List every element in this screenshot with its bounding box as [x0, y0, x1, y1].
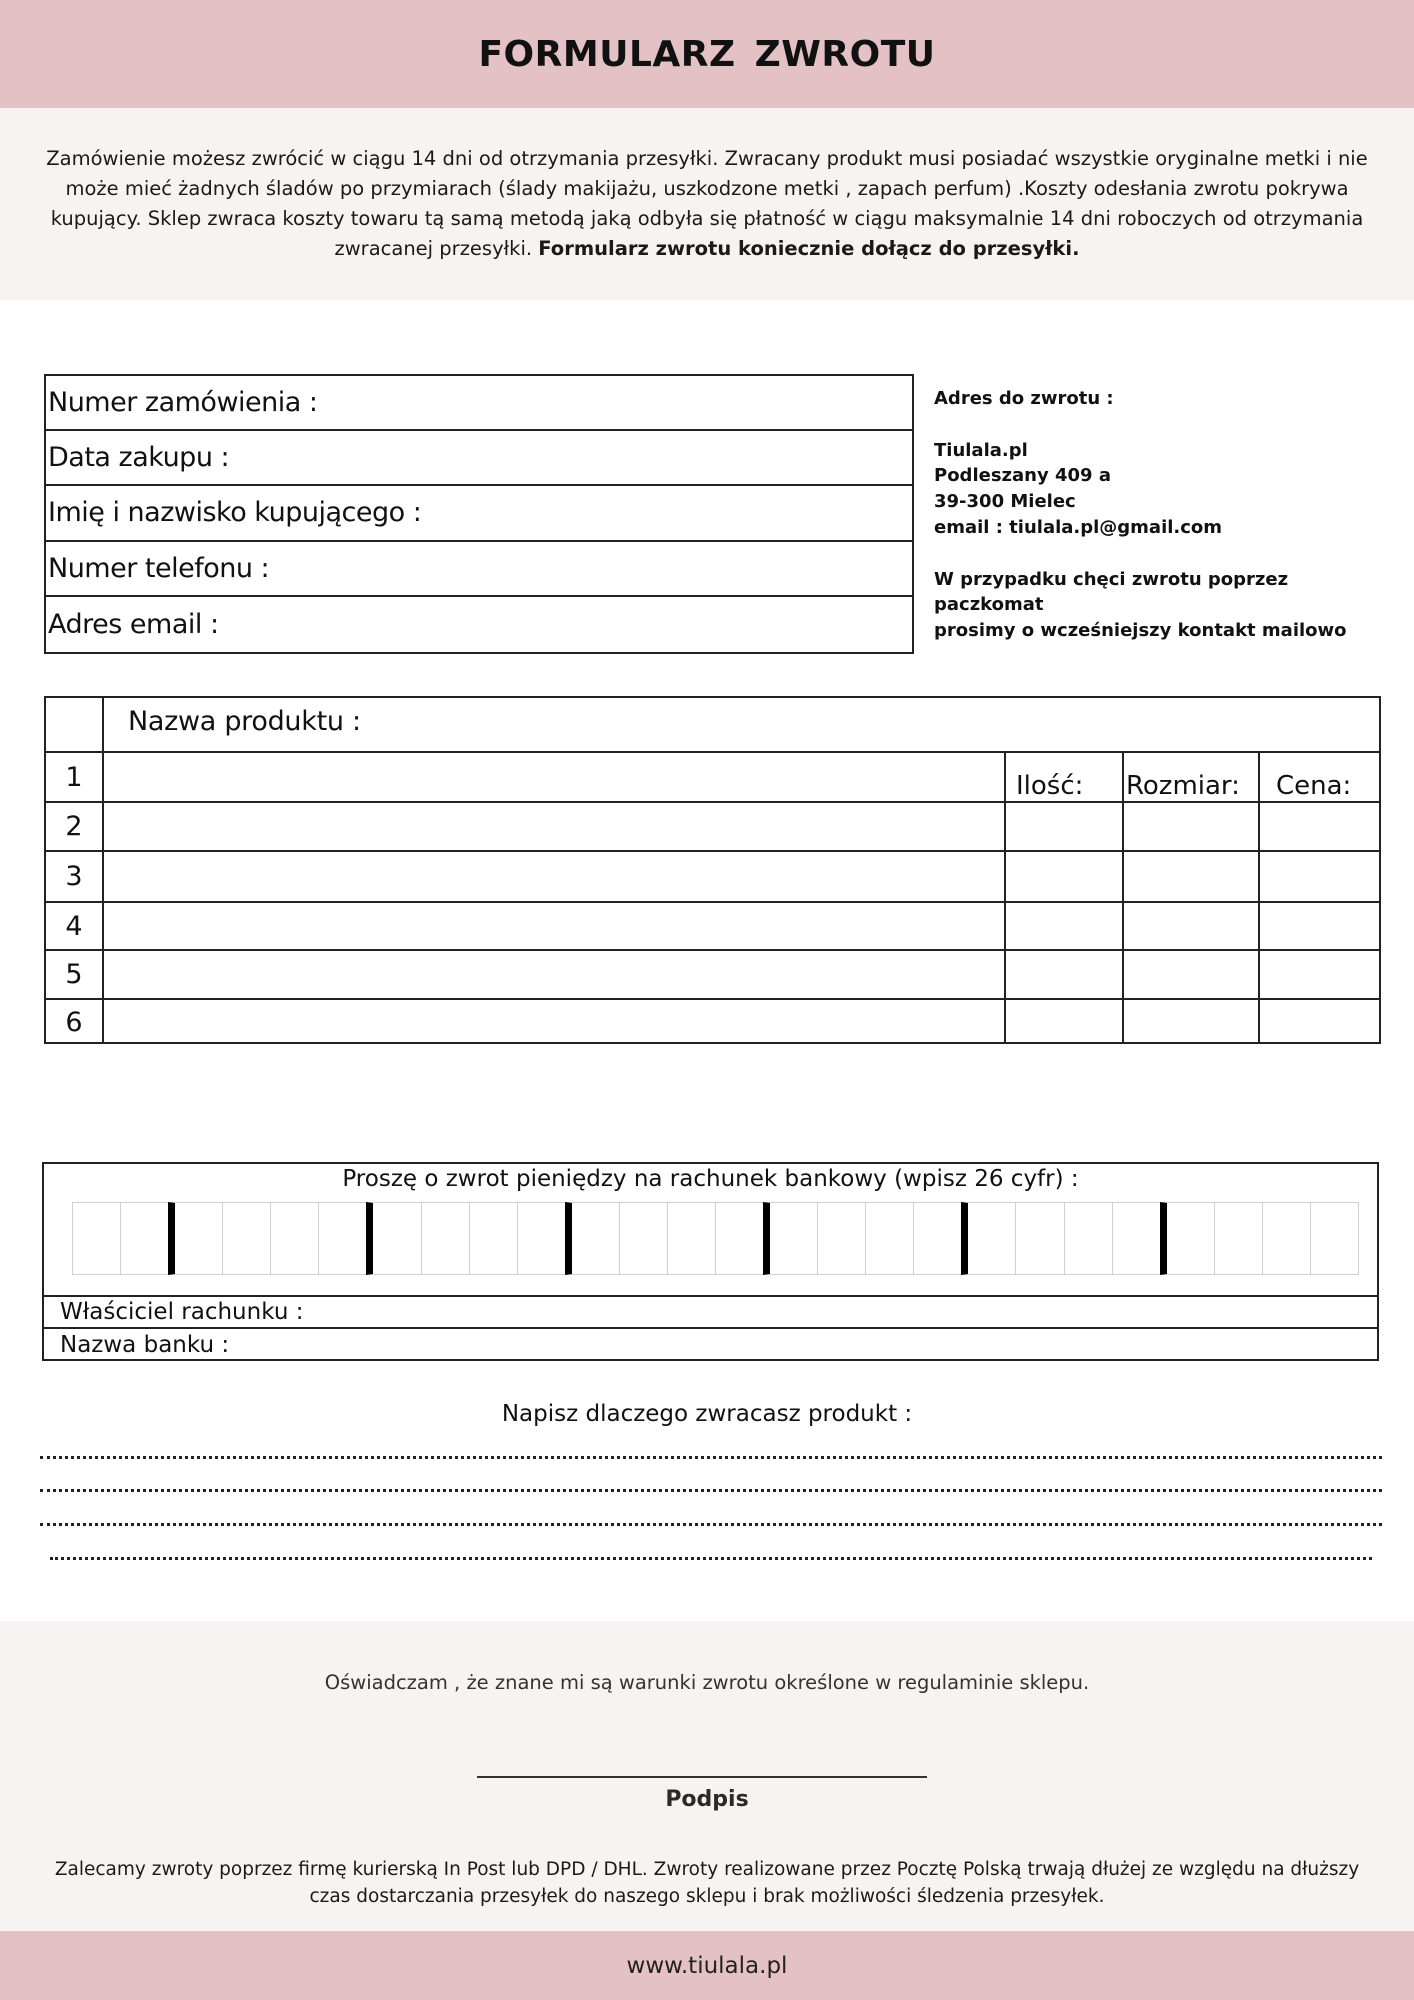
price-cell[interactable] [1260, 1000, 1381, 1044]
order-number-field[interactable] [46, 376, 912, 431]
return-address [934, 386, 1394, 644]
footer-band [0, 1931, 1414, 2000]
signature-line[interactable] [477, 1776, 927, 1778]
address-heading: Adres do zwrotu : [934, 388, 1114, 409]
table-row [46, 852, 1379, 903]
address-company: Tiulala.pl [934, 439, 1028, 461]
account-digit-box[interactable] [1160, 1202, 1215, 1275]
account-owner-field[interactable] [44, 1295, 1377, 1327]
products-table [44, 696, 1381, 1044]
account-digit-box[interactable] [667, 1202, 716, 1275]
declaration-text: Oświadczam , że znane mi są warunki zwrotu określone w regulaminie sklepu. [324, 1671, 1090, 1694]
size-cell[interactable] [1124, 951, 1260, 998]
row-number: 2 [46, 803, 104, 850]
qty-cell[interactable] [1006, 852, 1124, 901]
account-digit-box[interactable] [619, 1202, 668, 1275]
intro-bold-note: Formularz zwrotu koniecznie dołącz do przesyłki. [538, 237, 1080, 260]
product-name-cell[interactable] [104, 803, 1006, 850]
account-digit-box[interactable] [366, 1202, 421, 1275]
field-label: Adres email : [48, 608, 219, 640]
qty-label: Ilość: [1016, 771, 1084, 801]
price-cell[interactable] [1260, 852, 1381, 901]
parcel-locker-note-1: W przypadku chęci zwrotu poprzez paczkomat [934, 568, 1289, 616]
table-row [46, 803, 1379, 852]
row-number: 4 [46, 903, 104, 949]
account-digit-box[interactable] [270, 1202, 319, 1275]
account-digit-box[interactable] [1214, 1202, 1263, 1275]
size-cell[interactable] [1124, 1000, 1260, 1044]
address-city: 39-300 Mielec [934, 491, 1076, 513]
field-label: Numer telefonu : [48, 552, 270, 584]
address-email: email : tiulala.pl@gmail.com [934, 516, 1223, 538]
product-name-cell[interactable] [104, 753, 1006, 801]
product-name-cell[interactable] [104, 852, 1006, 901]
qty-cell[interactable] [1006, 951, 1124, 998]
intro-text [27, 144, 1387, 264]
reason-title: Napisz dlaczego zwracasz produkt : [501, 1401, 913, 1427]
field-label: Nazwa banku : [60, 1332, 230, 1358]
account-digit-box[interactable] [961, 1202, 1016, 1275]
reason-line[interactable] [40, 1489, 1382, 1492]
declaration-section [0, 1621, 1414, 1931]
email-field[interactable] [46, 597, 912, 652]
product-name-cell[interactable] [104, 951, 1006, 998]
size-cell[interactable] [1124, 803, 1260, 850]
row-number: 1 [46, 753, 104, 801]
account-digit-box[interactable] [763, 1202, 818, 1275]
account-digit-box[interactable] [865, 1202, 914, 1275]
phone-field[interactable] [46, 542, 912, 597]
size-cell[interactable] [1124, 903, 1260, 949]
account-digit-box[interactable] [565, 1202, 620, 1275]
row-number: 3 [46, 852, 104, 901]
field-label: Właściciel rachunku : [60, 1299, 304, 1325]
account-digit-box[interactable] [120, 1202, 169, 1275]
table-row [46, 903, 1379, 951]
recommendation-line-2: czas dostarczania przesyłek do naszego sklepu i brak możliwości śledzenia przesyłek. [309, 1886, 1105, 1907]
table-row [46, 1000, 1379, 1044]
price-label: Cena: [1276, 771, 1352, 801]
account-digit-box[interactable] [469, 1202, 518, 1275]
buyer-name-field[interactable] [46, 486, 912, 541]
field-label: Data zakupu : [48, 442, 230, 474]
bank-name-field[interactable] [44, 1327, 1377, 1361]
reason-line[interactable] [40, 1523, 1382, 1526]
account-digit-box[interactable] [1310, 1202, 1359, 1275]
size-cell[interactable] [1124, 852, 1260, 901]
product-name-label: Nazwa produktu : [128, 706, 361, 737]
account-digit-box[interactable] [715, 1202, 764, 1275]
page-title: FORMULARZ ZWROTU [478, 33, 936, 75]
account-digit-box[interactable] [1112, 1202, 1161, 1275]
shipping-recommendation [50, 1856, 1364, 1910]
website-link[interactable]: www.tiulala.pl [626, 1952, 788, 1979]
product-name-cell[interactable] [104, 903, 1006, 949]
price-cell[interactable] [1260, 803, 1381, 850]
row-number: 5 [46, 951, 104, 998]
account-number-boxes [72, 1202, 1358, 1275]
price-cell[interactable] [1260, 903, 1381, 949]
account-digit-box[interactable] [318, 1202, 367, 1275]
account-digit-box[interactable] [1064, 1202, 1113, 1275]
account-digit-box[interactable] [913, 1202, 962, 1275]
bank-refund-box [42, 1162, 1379, 1361]
row-number: 6 [46, 1000, 104, 1044]
account-digit-box[interactable] [421, 1202, 470, 1275]
qty-cell[interactable] [1006, 753, 1124, 801]
qty-cell[interactable] [1006, 1000, 1124, 1044]
field-label: Numer zamówienia : [48, 387, 318, 419]
parcel-locker-note-2: prosimy o wcześniejszy kontakt mailowo [934, 620, 1347, 642]
product-name-cell[interactable] [104, 1000, 1006, 1044]
table-row [46, 753, 1379, 803]
price-cell[interactable] [1260, 951, 1381, 998]
account-digit-box[interactable] [1015, 1202, 1064, 1275]
bank-account-title: Proszę o zwrot pieniędzy na rachunek bankowy (wpisz 26 cyfr) : [342, 1166, 1079, 1192]
purchase-date-field[interactable] [46, 431, 912, 486]
price-cell[interactable] [1260, 753, 1381, 801]
field-label: Imię i nazwisko kupującego : [48, 497, 422, 529]
reason-line[interactable] [50, 1557, 1372, 1560]
account-digit-box[interactable] [72, 1202, 121, 1275]
header-band [0, 0, 1414, 108]
account-digit-box[interactable] [1262, 1202, 1311, 1275]
qty-cell[interactable] [1006, 803, 1124, 850]
recommendation-line-1: Zalecamy zwroty poprzez firmę kurierską In Post lub DPD / DHL. Zwroty realizowane przez Pocztę Polską trwają dłużej ze względu na dłuższy [54, 1859, 1360, 1880]
account-digit-box[interactable] [222, 1202, 271, 1275]
reason-line[interactable] [40, 1456, 1382, 1459]
account-digit-box[interactable] [168, 1202, 223, 1275]
address-street: Podleszany 409 a [934, 465, 1111, 487]
signature-label: Podpis [665, 1787, 749, 1812]
customer-info-box [44, 374, 914, 654]
table-row [46, 951, 1379, 1000]
intro-body: Zamówienie możesz zwrócić w ciągu 14 dni od otrzymania przesyłki. Zwracany produkt musi posiadać wszystkie oryginalne metki i nie może mieć żadnych śladów po przymiarach (ślady makijażu, uszkodzone metki , zapach perfum) .Koszty odesłania zwrotu pokrywa kupujący. Sklep zwraca koszty towaru tą samą metodą jaką odbyła się płatność w ciągu maksymalnie 14 dni roboczych od otrzymania zwracanej przesyłki. [46, 147, 1368, 260]
account-digit-box[interactable] [817, 1202, 866, 1275]
products-header [46, 698, 1379, 753]
size-label: Rozmiar: [1126, 771, 1240, 801]
account-digit-box[interactable] [517, 1202, 566, 1275]
intro-section [0, 108, 1414, 300]
size-cell[interactable] [1124, 753, 1260, 801]
qty-cell[interactable] [1006, 903, 1124, 949]
